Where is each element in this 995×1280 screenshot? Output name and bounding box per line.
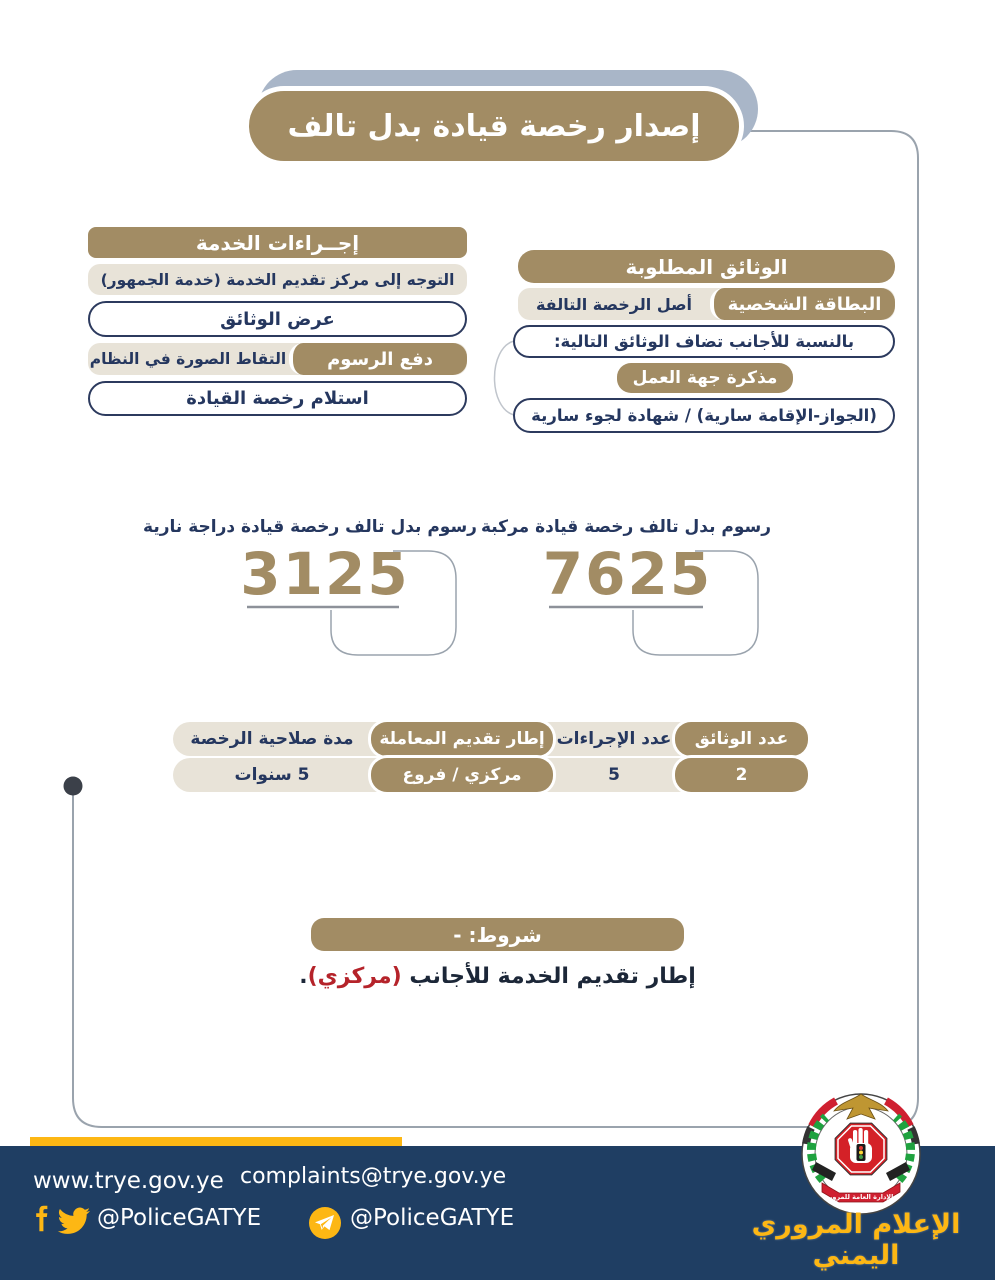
traffic-admin-logo [796,1086,926,1218]
table-header-docs-count [675,722,808,756]
procedure-step-2-label: عرض الوثائق [220,308,335,330]
procedure-step-1-label: التوجه إلى مركز تقديم الخدمة (خدمة الجمهور) [100,270,455,289]
procedure-step-3-photo [88,343,288,375]
social-handle-text[interactable]: @PoliceGATYE [97,1205,262,1231]
procedures-header [88,227,467,258]
procedure-step-3-pay [289,343,467,375]
header-docs-count-label: عدد الوثائق [694,729,789,749]
documents-bracket [495,341,515,415]
table-value-docs-count [675,758,808,792]
pay-fees-label: دفع الرسوم [327,348,433,370]
header-frame-label: إطار تقديم المعاملة [379,729,545,749]
vehicle-fee-amount [505,540,750,608]
twitter-icon[interactable] [57,1206,91,1234]
procedure-step-3 [88,343,467,375]
telegram-handle[interactable] [350,1205,514,1231]
motorcycle-fee-amount [200,540,450,608]
table-value-frame [371,758,553,792]
brand-title-text: الإعلام المروري اليمني [751,1209,961,1271]
vehicle-fee-amount-text: 7625 [542,540,713,608]
work-memo-label: مذكرة جهة العمل [632,368,778,388]
conditions-header-label: شروط: - [453,922,542,947]
header-validity-label: مدة صلاحية الرخصة [190,729,354,749]
header-steps-count-label: عدد الإجراءات [556,729,672,749]
documents-foreigners-note [513,325,895,358]
vehicle-fee-label [451,514,801,540]
table-value-steps-count [553,758,675,792]
table-header-validity [173,722,371,756]
brand-title [716,1209,995,1271]
footer-accent-bar [30,1137,402,1146]
motorcycle-fee-label-text: رسوم بدل تالف رخصة قيادة دراجة نارية [143,517,477,537]
value-frame: مركزي / فروع [402,765,522,785]
page-title [244,86,744,166]
table-value-validity [173,758,371,792]
value-docs-count: 2 [735,765,748,785]
procedure-step-1 [88,264,467,295]
documents-row-1 [518,288,895,320]
facebook-icon[interactable] [33,1203,50,1234]
procedures-header-label: إجــراءات الخدمة [195,230,360,255]
table-header-row [173,722,808,756]
document-damaged-license [518,288,710,320]
foreigners-note-label: بالنسبة للأجانب تضاف الوثائق التالية: [553,332,855,351]
procedure-step-4-label: استلام رخصة القيادة [186,388,369,409]
conditions-text [250,958,745,994]
email-link[interactable] [240,1164,506,1189]
procedure-step-4 [88,381,467,416]
id-card-label: البطاقة الشخصية [727,293,882,315]
website-text[interactable]: www.trye.gov.ye [33,1168,224,1194]
conditions-text-highlight: (مركزي) [307,963,402,989]
website-link[interactable] [33,1168,224,1194]
documents-header-label: الوثائق المطلوبة [625,254,788,279]
table-header-frame [371,722,553,756]
procedure-step-2 [88,301,467,337]
telegram-icon[interactable] [308,1206,342,1240]
value-validity: 5 سنوات [234,765,310,785]
email-text[interactable]: complaints@trye.gov.ye [240,1164,507,1189]
document-id-card [710,288,895,320]
motorcycle-fee-label [135,514,485,540]
logo-traffic-light [857,1144,866,1161]
document-work-memo [617,363,793,393]
conditions-text-main: إطار تقديم الخدمة للأجانب [401,963,696,989]
capture-photo-label: التقاط الصورة في النظام [89,350,287,368]
page-title-text: إصدار رخصة قيادة بدل تالف [287,108,701,144]
conditions-text-suffix: . [299,963,308,989]
vehicle-fee-label-text: رسوم بدل تالف رخصة قيادة مركبة [480,517,772,537]
table-header-steps-count [553,722,675,756]
connector-dot [64,777,83,796]
table-value-row [173,758,808,792]
damaged-license-label: أصل الرخصة التالفة [535,294,693,314]
motorcycle-fee-amount-text: 3125 [240,540,410,608]
telegram-handle-text[interactable]: @PoliceGATYE [350,1205,515,1231]
value-steps-count: 5 [608,765,620,785]
conditions-header [311,918,684,951]
document-passport-residence [513,398,895,433]
documents-header [518,250,895,283]
passport-residence-label: (الجواز-الإقامة سارية) / شهادة لجوء سارية [531,406,877,425]
logo-caption: الإدارة العامة للمرور [828,1193,894,1201]
social-handle[interactable] [97,1205,261,1231]
